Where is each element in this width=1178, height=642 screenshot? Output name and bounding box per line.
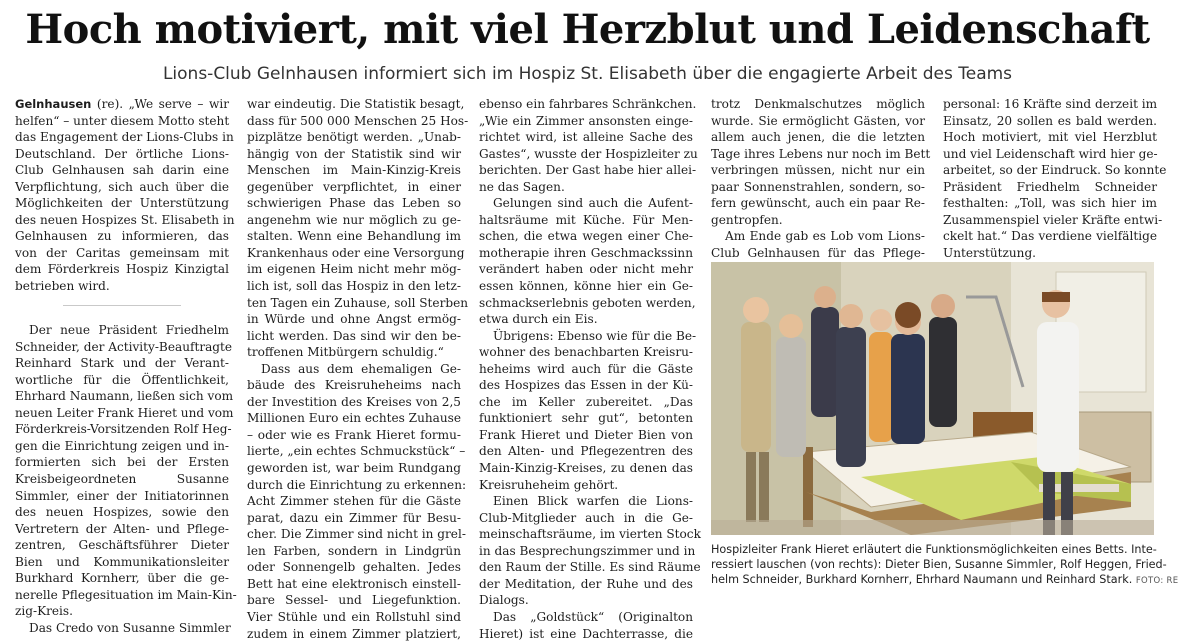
text-line: bäude des Kreisruheheims nach <box>247 377 461 394</box>
text-line: schen, die etwa wegen einer Che- <box>479 228 693 245</box>
text-line: Simmler, einer der Initiatorinnen <box>15 488 229 505</box>
text-line: Bien und Kommunikationsleiter <box>15 554 229 571</box>
text-line: Hoch motiviert, mit viel Herzblut <box>943 129 1157 146</box>
text-line: den Alten- und Pflegezentren des <box>479 443 693 460</box>
text-line: Gastes“, wusste der Hospizleiter zu <box>479 146 693 163</box>
text-line: allem auch jenen, die die letzten <box>711 129 925 146</box>
text-line: Reinhard Stark und der Verant- <box>15 355 229 372</box>
text-line: Verpflichtung, sich auch über die <box>15 179 229 196</box>
text-line: essen können, könne hier ein Ge- <box>479 278 693 295</box>
text-line: Das Credo von Susanne Simmler <box>15 620 229 637</box>
text-line: bare Sessel- und Liegefunktion. <box>247 592 461 609</box>
text-line: troffenen Mitbürgern schuldig.“ <box>247 344 461 361</box>
text-line: Main-Kinzig-Kreises, zu denen das <box>479 460 693 477</box>
text-line: oder Sonnengelb gehalten. Jedes <box>247 559 461 576</box>
text-line: haltsräume mit Küche. Für Men- <box>479 212 693 229</box>
text-line: Bett hat eine elektronisch einstell- <box>247 576 461 593</box>
text-line: lich ist, soll das Hospiz in den letz- <box>247 278 461 295</box>
text-line: Krankenhaus oder eine Versorgung <box>247 245 461 262</box>
text-line: Vier Stühle und ein Rollstuhl sind <box>247 609 461 626</box>
text-line: der Investition des Kreises von 2,5 <box>247 394 461 411</box>
text-line: Der neue Präsident Friedhelm <box>15 322 229 339</box>
text-line: Gelnhausen zu informieren, das <box>15 228 229 245</box>
text-line: Zusammenspiel vieler Kräfte entwi- <box>943 212 1157 229</box>
text-line: der Meditation, der Ruhe und des <box>479 576 693 593</box>
text-line: des neuen Hospizes St. Elisabeth in <box>15 212 229 229</box>
text-line: ebenso ein fahrbares Schränkchen. <box>479 96 693 113</box>
text-line: licht werden. Das sind wir den be- <box>247 328 461 345</box>
text-line: Gelnhausen (re). „We serve – wir <box>15 96 229 113</box>
text-line: in Würde und ohne Angst ermög- <box>247 311 461 328</box>
text-line: festhalten: „Toll, was sich hier im <box>943 195 1157 212</box>
text-line: Tage ihres Lebens nur noch im Bett <box>711 146 925 163</box>
text-line: Burkhard Kornherr, über die ge- <box>15 570 229 587</box>
text-line: parat, dazu ein Zimmer für Besu- <box>247 510 461 527</box>
text-line: im eigenen Heim nicht mehr mög- <box>247 261 461 278</box>
text-line: von der Caritas gemeinsam mit <box>15 245 229 262</box>
text-line: trotz Denkmalschutzes möglich <box>711 96 925 113</box>
text-line: dass für 500 000 Menschen 25 Hos- <box>247 113 461 130</box>
text-line: das Engagement der Lions-Clubs in <box>15 129 229 146</box>
article-photo <box>711 262 1154 535</box>
text-line: arbeitet, so der Eindruck. So konnte <box>943 162 1157 179</box>
text-line: cher. Die Zimmer sind nicht in grel- <box>247 526 461 543</box>
text-line: helfen“ – unter diesem Motto steht <box>15 113 229 130</box>
text-line: funktioniert sehr gut“, betonten <box>479 410 693 427</box>
text-line: den Raum der Stille. Es sind Räume <box>479 559 693 576</box>
text-line: ckelt hat.“ Das verdiene vielfältige <box>943 228 1157 245</box>
text-line: Gelungen sind auch die Aufent- <box>479 195 693 212</box>
text-line: Ehrhard Naumann, ließen sich vom <box>15 388 229 405</box>
text-line: Übrigens: Ebenso wie für die Be- <box>479 328 693 345</box>
text-line: zig-Kreis. <box>15 603 229 620</box>
text-line: des neuen Hospizes, sowie den <box>15 504 229 521</box>
text-line: zentren, Geschäftsführer Dieter <box>15 537 229 554</box>
text-line: neuen Leiter Frank Hieret und vom <box>15 405 229 422</box>
photo-credit: FOTO: RE <box>1136 576 1178 586</box>
caption-line: helm Schneider, Burkhard Kornherr, Ehrhard Naumann und Reinhard Stark. FOTO: RE <box>711 572 1161 589</box>
text-line: Club Gelnhausen sah darin eine <box>15 162 229 179</box>
text-line: angenehm wie nur möglich zu ge- <box>247 212 461 229</box>
text-line: Einen Blick warfen die Lions- <box>479 493 693 510</box>
text-line: Einsatz, 20 sollen es bald werden. <box>943 113 1157 130</box>
text-line: wurde. Sie ermöglicht Gästen, vor <box>711 113 925 130</box>
text-line: Hieret) ist eine Dachterrasse, die <box>479 626 693 642</box>
text-line: berichten. Der Gast habe hier allei- <box>479 162 693 179</box>
text-column-5 <box>943 96 1157 261</box>
text-line: Club-Mitglieder auch in die Ge- <box>479 510 693 527</box>
text-column-4 <box>711 96 925 261</box>
text-line: Frank Hieret und Dieter Bien von <box>479 427 693 444</box>
text-line: geworden ist, war beim Rundgang <box>247 460 461 477</box>
photo-caption <box>711 542 1161 590</box>
text-line: des Hospizes das Essen in der Kü- <box>479 377 693 394</box>
text-line: ten Tagen ein Zuhause, soll Sterben <box>247 295 461 312</box>
text-line: gen die Einrichtung zeigen und in- <box>15 438 229 455</box>
text-line: personal: 16 Kräfte sind derzeit im <box>943 96 1157 113</box>
text-line: etwa durch ein Eis. <box>479 311 693 328</box>
text-line: nerelle Pflegesituation im Main-Kin- <box>15 587 229 604</box>
text-column-2 <box>247 96 461 642</box>
text-line: lierte, „ein echtes Schmuckstück“ – <box>247 443 461 460</box>
caption-line: Hospizleiter Frank Hieret erläutert die Funktionsmöglichkeiten eines Betts. Inte- <box>711 542 1161 557</box>
text-line: Unterstützung. <box>943 245 1157 262</box>
text-line: Dialogs. <box>479 592 693 609</box>
text-line: Menschen im Main-Kinzig-Kreis <box>247 162 461 179</box>
text-line: che im Keller zubereitet. „Das <box>479 394 693 411</box>
text-line: Club Gelnhausen für das Pflege- <box>711 245 925 262</box>
text-line: meinschaftsräume, im vierten Stock <box>479 526 693 543</box>
text-line: richtet wird, ist alleine Sache des <box>479 129 693 146</box>
text-line: betrieben wird. <box>15 278 229 295</box>
text-line: schmackserlebnis geboten werden, <box>479 295 693 312</box>
text-line: Vertretern der Alten- und Pflege- <box>15 521 229 538</box>
text-line: Deutschland. Der örtliche Lions- <box>15 146 229 163</box>
text-line: Kreisbeigeordneten Susanne <box>15 471 229 488</box>
article-headline: Hoch motiviert, mit viel Herzblut und Leidenschaft <box>0 6 1175 53</box>
text-line: „Wie ein Zimmer ansonsten einge- <box>479 113 693 130</box>
text-line: pizplätze benötigt werden. „Unab- <box>247 129 461 146</box>
text-line: Das „Goldstück“ (Originalton <box>479 609 693 626</box>
article-subheadline: Lions-Club Gelnhausen informiert sich im Hospiz St. Elisabeth über die engagierte Arbeit des Teams <box>0 64 1175 84</box>
text-column-1 <box>15 96 229 637</box>
text-line: Am Ende gab es Lob vom Lions- <box>711 228 925 245</box>
text-line: war eindeutig. Die Statistik besagt, <box>247 96 461 113</box>
text-line: Kreisruheheim gehört. <box>479 477 693 494</box>
text-line: wortliche für die Öffentlichkeit, <box>15 372 229 389</box>
text-line: – oder wie es Frank Hieret formu- <box>247 427 461 444</box>
text-line: heheims wird auch für die Gäste <box>479 361 693 378</box>
text-line: dem Förderkreis Hospiz Kinzigtal <box>15 261 229 278</box>
text-line: in das Besprechungszimmer und in <box>479 543 693 560</box>
text-line: wohner des benachbarten Kreisru- <box>479 344 693 361</box>
text-line: Dass aus dem ehemaligen Ge- <box>247 361 461 378</box>
text-line: zudem in einem Zimmer platziert, <box>247 626 461 642</box>
text-line: Möglichkeiten der Unterstützung <box>15 195 229 212</box>
text-line: Förderkreis-Vorsitzenden Rolf Heg- <box>15 421 229 438</box>
text-column-3 <box>479 96 693 642</box>
dateline: Gelnhausen <box>15 97 91 111</box>
text-line: durch die Einrichtung zu erkennen: <box>247 477 461 494</box>
text-line: und viel Leidenschaft wird hier ge- <box>943 146 1157 163</box>
text-line: hängig von der Statistik sind wir <box>247 146 461 163</box>
text-line: ne das Sagen. <box>479 179 693 196</box>
text-line: Acht Zimmer stehen für die Gäste <box>247 493 461 510</box>
caption-line: ressiert lauschen (von rechts): Dieter Bien, Susanne Simmler, Rolf Heggen, Fried- <box>711 557 1161 572</box>
text-line: Schneider, der Activity-Beauftragte <box>15 339 229 356</box>
text-line: gentropfen. <box>711 212 925 229</box>
text-line: paar Sonnenstrahlen, sondern, so- <box>711 179 925 196</box>
text-line: formierten sich bei der Ersten <box>15 454 229 471</box>
text-line: stalten. Wenn eine Behandlung im <box>247 228 461 245</box>
text-line: motherapie ihren Geschmackssinn <box>479 245 693 262</box>
text-line: Millionen Euro ein echtes Zuhause <box>247 410 461 427</box>
text-line: len Farben, sondern in Lindgrün <box>247 543 461 560</box>
text-line: Präsident Friedhelm Schneider <box>943 179 1157 196</box>
text-line: gegenüber verpflichtet, in einer <box>247 179 461 196</box>
text-line: schwierigen Phase das Leben so <box>247 195 461 212</box>
text-line: verändert haben oder nicht mehr <box>479 261 693 278</box>
text-line: verbringen müssen, nicht nur ein <box>711 162 925 179</box>
text-line: fern gewünscht, auch ein paar Re- <box>711 195 925 212</box>
